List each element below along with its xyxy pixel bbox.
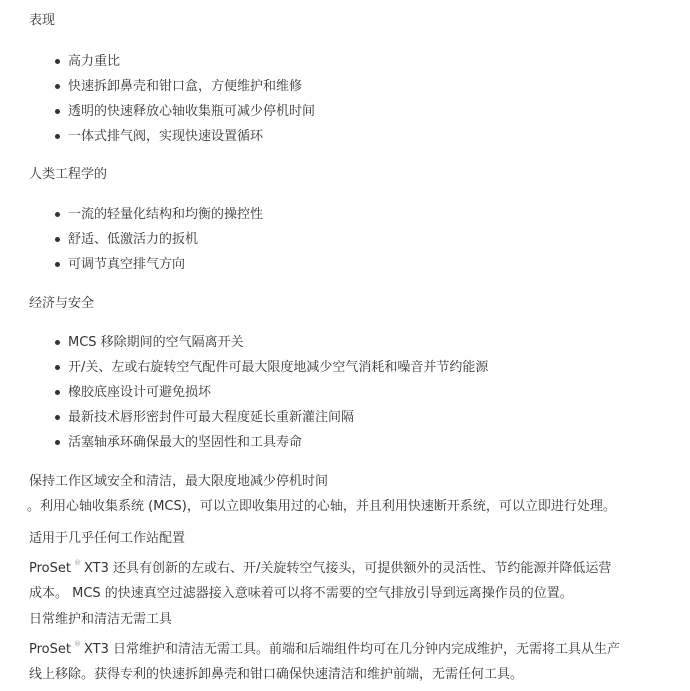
brand-name: ProSet xyxy=(29,642,71,657)
list-item-text: 快速拆卸鼻壳和钳口盒，方便维护和维修 xyxy=(68,79,303,94)
bullet-icon xyxy=(55,262,60,267)
list-item-text: 透明的快速释放心轴收集瓶可减少停机时间 xyxy=(68,104,316,119)
list-item-text: 舒适、低激活力的扳机 xyxy=(68,232,199,247)
list-item-text: 可调节真空排气方向 xyxy=(68,257,186,272)
section-heading-economy-safety: 经济与安全 xyxy=(29,296,95,311)
bullet-icon xyxy=(55,84,60,89)
list-item xyxy=(0,74,315,99)
paragraph-text: XT3 日常维护和清洁无需工具。前端和后端组件均可在几分钟内完成维护，无需将工具从生产 xyxy=(83,642,621,657)
paragraph-line: 线上移除。获得专利的快速拆卸鼻壳和钳口确保快速清洁和维护前端，无需任何工具。 xyxy=(29,667,524,682)
bullet-icon xyxy=(55,390,60,395)
list-item-text: 最新技术唇形密封件可最大程度延长重新灌注间隔 xyxy=(68,410,355,425)
paragraph-maintenance xyxy=(29,607,684,687)
list-item-text: 高力重比 xyxy=(68,54,121,69)
list-item xyxy=(0,355,488,380)
list-item-text: 一流的轻量化结构和均衡的操控性 xyxy=(68,207,264,222)
bullet-icon xyxy=(55,59,60,64)
bullet-list-economy-safety xyxy=(0,330,488,455)
paragraph-mcs xyxy=(29,469,684,519)
bullet-icon xyxy=(55,109,60,114)
list-item xyxy=(0,227,263,252)
paragraph-text: XT3 还具有创新的左或右、开/关旋转空气接头，可提供额外的灵活性、节约能源并降低运营 xyxy=(83,561,612,576)
list-item xyxy=(0,380,488,405)
list-item-text: MCS 移除期间的空气隔离开关 xyxy=(68,335,244,350)
registered-mark: ® xyxy=(73,640,81,648)
paragraph-title: 适用于几乎任何工作站配置 xyxy=(29,531,186,546)
list-item xyxy=(0,330,488,355)
paragraph-line: 保持工作区域安全和清洁，最大限度地减少停机时间 xyxy=(29,474,329,489)
bullet-icon xyxy=(55,237,60,242)
list-item xyxy=(0,202,263,227)
bullet-icon xyxy=(55,415,60,420)
list-item-text: 一体式排气阀，实现快速设置循环 xyxy=(68,129,264,144)
paragraph-line: 成本。 MCS 的快速真空过滤器接入意味着可以将不需要的空气排放引导到远离操作员的位置。 xyxy=(29,586,573,601)
list-item xyxy=(0,124,315,149)
bullet-icon xyxy=(55,440,60,445)
paragraph-line: 。利用心轴收集系统 (MCS)，可以立即收集用过的心轴，并且利用快速断开系统，可以立即进行处理。 xyxy=(27,499,616,514)
bullet-icon xyxy=(55,340,60,345)
list-item xyxy=(0,99,315,124)
bullet-icon xyxy=(55,134,60,139)
bullet-list-ergonomics xyxy=(0,202,263,277)
list-item xyxy=(0,405,488,430)
paragraph-title: 日常维护和清洁无需工具 xyxy=(29,612,173,627)
brand-name: ProSet xyxy=(29,561,71,576)
list-item-text: 开/关、左或右旋转空气配件可最大限度地减少空气消耗和噪音并节约能源 xyxy=(68,360,489,375)
paragraph-workstation xyxy=(29,526,684,606)
registered-mark: ® xyxy=(73,559,81,567)
list-item xyxy=(0,49,315,74)
section-heading-performance: 表现 xyxy=(29,13,56,28)
list-item xyxy=(0,252,263,277)
list-item-text: 橡胶底座设计可避免损坏 xyxy=(68,385,212,400)
paragraph-line xyxy=(29,632,684,662)
bullet-list-performance xyxy=(0,49,315,149)
list-item xyxy=(0,430,488,455)
bullet-icon xyxy=(55,212,60,217)
bullet-icon xyxy=(55,365,60,370)
section-heading-ergonomics: 人类工程学的 xyxy=(29,167,108,182)
list-item-text: 活塞轴承环确保最大的坚固性和工具寿命 xyxy=(68,435,303,450)
paragraph-line xyxy=(29,551,684,581)
